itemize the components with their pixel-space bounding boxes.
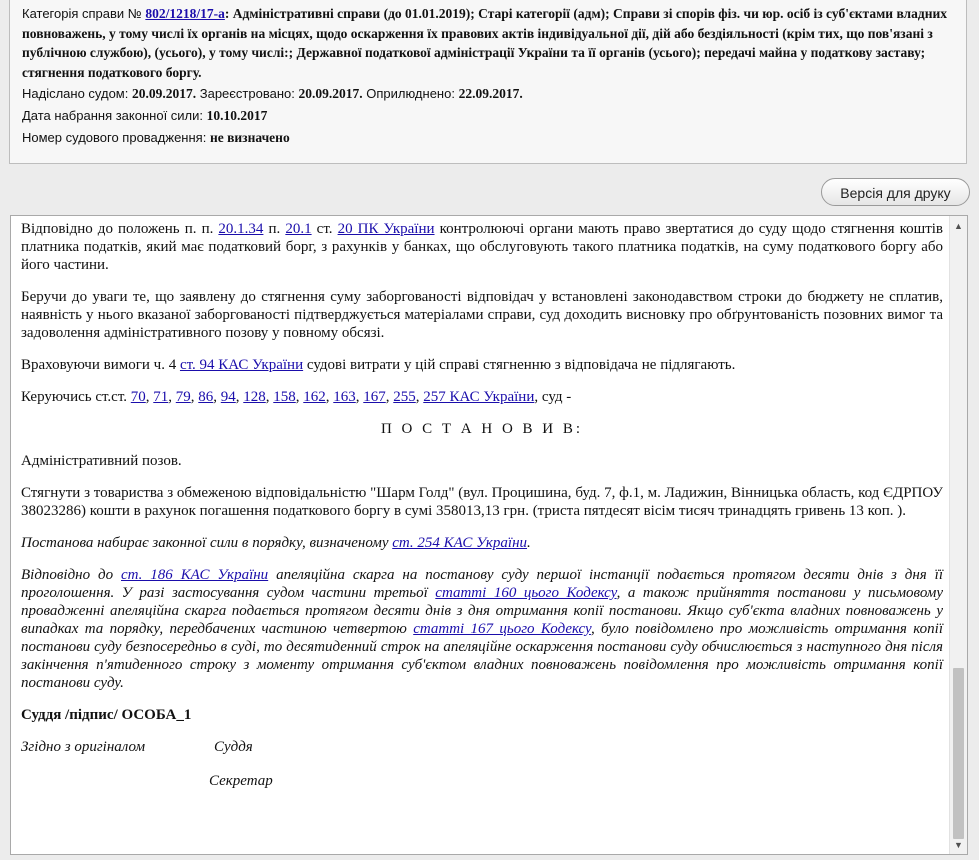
law-link-20-1[interactable]: 20.1 <box>285 221 312 237</box>
text: Відповідно до <box>21 567 121 583</box>
case-dates <box>22 84 954 104</box>
print-version-button[interactable]: Версія для друку <box>821 178 970 206</box>
registered-label: Зареєстровано: <box>199 86 295 101</box>
text: Постанова набирає законної сили в порядку, визначеному <box>21 535 393 551</box>
category-text: : Адміністративні справи (до 01.01.2019); Старі категорії (адм); Справи зі спорів фіз. чи юр. осіб із суб'єктами владних повноважень, у тому числі їх органів на місцях, щодо оскарження їх правових актів індивідуальної дії, дій або бездіяльності (крім тих, що пов'язані з публічною службою), (усього), у тому числі:; Державної податкової адміністрації України та її органів (усього); передачі майна у податкову заставу; стягнення податкового боргу. <box>22 6 948 80</box>
proceeding-row <box>22 128 954 148</box>
copy-label: Згідно з оригіналом <box>21 739 146 755</box>
paragraph-court-costs <box>21 356 943 374</box>
article-link[interactable]: 71 <box>153 389 169 405</box>
scroll-up-arrow-icon[interactable]: ▲ <box>954 221 963 231</box>
paragraph-recovery: Стягнути з товариства з обмеженою відповідальністю "Шарм Голд" (вул. Процишина, буд. 7, ф.1, м. Ладижин, Вінницька область, код ЄДРПОУ 38023286) кошти в рахунок погашення податкового боргу в сумі 358013,13 грн. (триста пятдесят вісім тисяч тринадцять гривень 13 коп. ). <box>21 485 943 519</box>
sent-date: 20.09.2017. <box>132 86 197 101</box>
text: п. <box>263 221 286 237</box>
paragraph-effective <box>21 534 943 552</box>
law-link-article-167[interactable]: статті 167 цього Кодексу <box>413 621 591 637</box>
article-link[interactable]: 79 <box>175 389 191 405</box>
article-link[interactable]: 94 <box>220 389 236 405</box>
proceeding-label: Номер судового провадження: <box>22 130 207 145</box>
text: Враховуючи вимоги ч. 4 <box>21 357 180 373</box>
proceeding-value: не визначено <box>209 130 290 145</box>
law-link-kas-186[interactable]: ст. 186 КАС України <box>121 567 269 583</box>
text: контролюючі органи мають право звертатися до суду щодо стягнення коштів платника податків, який має податковий борг, з рахунків у банках, що обслуговують такого платника податків, на суму податкового боргу або його частини. <box>21 221 943 273</box>
resolution-heading: П О С Т А Н О В И В: <box>380 421 584 437</box>
secretary-label: Секретар <box>209 773 273 789</box>
case-category <box>22 4 954 82</box>
secretary-line <box>21 772 943 790</box>
published-date: 22.09.2017. <box>458 86 523 101</box>
law-link-20-1-34[interactable]: 20.1.34 <box>218 221 264 237</box>
text: апеляційна скарга на постанову суду першої інстанції подається протягом десяти днів з дня її проголошення. У разі застосування судом частини третьої <box>21 567 943 601</box>
paragraph-appeal <box>21 566 943 692</box>
article-link[interactable]: 255 <box>393 389 416 405</box>
scrollbar-thumb[interactable] <box>953 668 964 839</box>
text: , а також прийняття постанови у письмовому провадженні апеляційна скарга подається протягом десяти днів з дня отримання копії постанови. Якщо суб'єкта владних повноважень у випадках та порядку, передбачених частиною четвертою <box>21 585 943 637</box>
judge-label: Суддя <box>214 739 253 755</box>
paragraph-claim: Адміністративний позов. <box>21 453 182 469</box>
document-frame[interactable] <box>10 215 968 855</box>
article-link[interactable]: 163 <box>333 389 356 405</box>
text: . <box>527 535 531 551</box>
copy-certification-line <box>21 738 943 756</box>
effective-date-row <box>22 106 954 126</box>
text: , суд - <box>534 389 572 405</box>
document-text <box>21 220 943 806</box>
scroll-down-arrow-icon[interactable]: ▼ <box>954 840 963 850</box>
article-link[interactable]: 167 <box>363 389 386 405</box>
effective-label: Дата набрання законної сили: <box>22 108 204 123</box>
paragraph-legal-basis <box>21 220 943 274</box>
vertical-scrollbar[interactable] <box>949 216 967 854</box>
article-link[interactable]: 162 <box>303 389 326 405</box>
text: Відповідно до положень п. п. <box>21 221 219 237</box>
registered-date: 20.09.2017. <box>298 86 363 101</box>
law-link-article-160[interactable]: статті 160 цього Кодексу <box>435 585 617 601</box>
law-link-kas-94[interactable]: ст. 94 КАС України <box>179 357 304 373</box>
law-link-pk-20[interactable]: 20 ПК України <box>337 221 435 237</box>
text: , було повідомлено про можливість отримання копії постанови суду безпосередньо в суді, то десятиденний строк на апеляційне оскарження постанови суду обчислюється з наступного дня після закінчення п'ятиденного строку з моменту отримання суб'єктом владних повноважень повідомлення про можливість отримання копії постанови суду. <box>21 621 943 691</box>
sent-label: Надіслано судом: <box>22 86 129 101</box>
law-link-kas-254[interactable]: ст. 254 КАС України <box>392 535 528 551</box>
text: судові витрати у цій справі стягненню з відповідача не підлягають. <box>303 357 736 373</box>
case-number-link[interactable]: 802/1218/17-а <box>145 6 225 21</box>
article-link[interactable]: 128 <box>243 389 266 405</box>
published-label: Оприлюднено: <box>366 86 455 101</box>
effective-date: 10.10.2017 <box>206 108 268 123</box>
text: Керуючись ст.ст. <box>21 389 131 405</box>
category-label: Категорія справи № <box>22 6 142 21</box>
case-info-panel <box>9 0 967 164</box>
text: ст. <box>311 221 338 237</box>
paragraph-reasoning: Беручи до уваги те, що заявлену до стягнення суму заборгованості відповідач у встановлені законодавством строки до бюджету не сплатив, наявність у нього вказаної заборгованості підтверджується матеріалами справи, суд доходить висновку про обґрунтованість позовних вимог та задоволення адміністративного позову у повному обсязі. <box>21 289 943 341</box>
judge-signature: Суддя /підпис/ ОСОБА_1 <box>21 707 192 723</box>
article-link[interactable]: 158 <box>273 389 296 405</box>
article-link-kas-257[interactable]: 257 КАС України <box>423 389 535 405</box>
article-link[interactable]: 70 <box>130 389 146 405</box>
paragraph-guided-by: Керуючись ст.ст. 70, 71, 79, 86, 94, 128, 158, 162, 163, 167, 255, 257 КАС України, суд - <box>21 389 572 405</box>
article-link[interactable]: 86 <box>198 389 214 405</box>
